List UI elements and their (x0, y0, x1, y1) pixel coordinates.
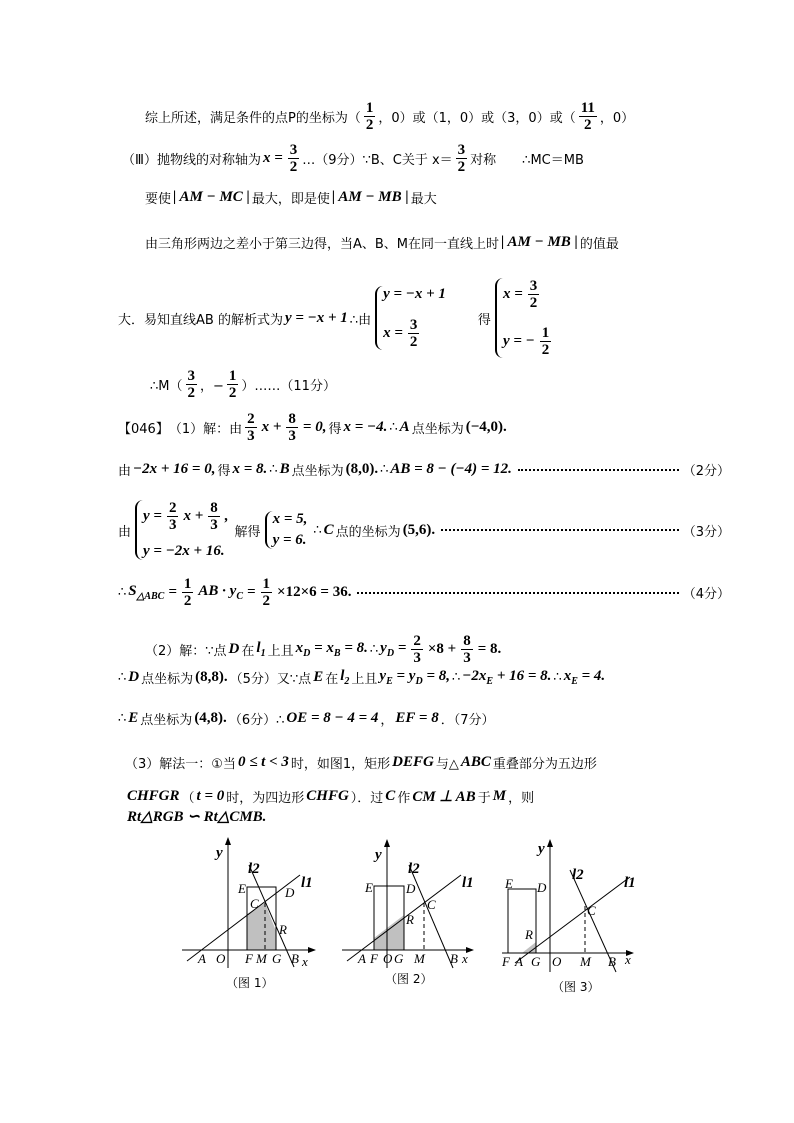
math: , (224, 508, 229, 524)
maximize-line (145, 188, 437, 207)
math: l (256, 640, 261, 656)
math: (4,8). (194, 710, 227, 726)
math: OE = 8 − 4 = 4 (286, 710, 379, 726)
text: ∴MC＝MB (522, 153, 584, 168)
math: y = −x + 1 (383, 286, 446, 302)
subscript: E (386, 676, 393, 687)
numerator: 2 (168, 500, 177, 516)
math (128, 583, 164, 602)
text: 与△ (435, 757, 459, 772)
math: M (492, 788, 507, 804)
conclusion-line (145, 100, 634, 133)
numerator: 1 (183, 576, 192, 592)
text: 由三角形两边之差小于第三边得，当A、B、M在同一直线上时 (145, 237, 500, 252)
fraction (461, 633, 473, 666)
text: 作 (397, 791, 411, 806)
math: | AM − MB | (331, 189, 409, 205)
fraction (528, 278, 540, 311)
label: C (250, 896, 259, 911)
math: S (128, 583, 137, 599)
math: = y (396, 668, 416, 684)
label: E (505, 876, 513, 891)
math (198, 583, 243, 602)
math: | AM − MB | (501, 234, 578, 250)
text: 在 (325, 672, 339, 687)
denominator: 2 (529, 295, 538, 311)
label: R (525, 927, 533, 942)
text: ，则 (508, 791, 535, 806)
math: y (380, 640, 387, 656)
text: ，− (200, 379, 224, 394)
numerator: 11 (580, 100, 595, 116)
text: ∴ (553, 670, 562, 685)
point-b-line (118, 460, 730, 479)
math: x + (183, 508, 204, 524)
math: AB · y (198, 583, 237, 599)
math: D (128, 669, 140, 685)
score: （3分） (682, 524, 730, 540)
fraction (208, 500, 220, 533)
label: A (198, 951, 206, 966)
text: ．（7分） (440, 713, 495, 728)
math: y = 6. (272, 532, 307, 548)
text: （2）解：∵点 (145, 644, 227, 659)
text: 时，如图1，矩形 (290, 757, 391, 772)
math: = 8. (477, 641, 502, 657)
math: EF = 8 (395, 710, 439, 726)
text: 的值最 (579, 237, 619, 252)
fraction (182, 576, 194, 609)
math: y (379, 668, 387, 684)
label: x (625, 952, 631, 967)
label: O (216, 951, 226, 966)
numerator: 3 (289, 142, 298, 158)
text: 最大，即是使 (251, 192, 330, 207)
numerator: 8 (463, 633, 471, 649)
label: l2 (572, 867, 584, 883)
numerator: 2 (413, 633, 421, 649)
pentagon-line (125, 787, 534, 806)
math: Rt△RGB ∽ Rt△CMB. (127, 809, 267, 825)
numerator: 3 (457, 142, 466, 158)
subscript: C (236, 591, 243, 602)
math (296, 640, 368, 659)
math: AB = 8 − (−4) = 12. (390, 461, 512, 477)
numerator: 1 (228, 368, 237, 384)
math: x = (383, 325, 403, 341)
label: D (537, 880, 547, 895)
text: ，0） (599, 111, 635, 126)
text: 最大 (410, 192, 437, 207)
text: ∴M（ (150, 379, 183, 394)
text: （ (181, 791, 195, 806)
text: 得 (217, 464, 231, 479)
denominator: 2 (365, 117, 374, 133)
label: y (216, 845, 223, 861)
math (380, 640, 406, 659)
label: G (272, 951, 282, 966)
math: = 0, (302, 419, 327, 435)
math: l (340, 668, 345, 684)
label: G (531, 954, 541, 969)
fraction (364, 100, 376, 133)
score: （2分） (682, 464, 730, 479)
line-ab-line (118, 278, 558, 358)
text: 得 (477, 312, 491, 328)
label: y (375, 847, 382, 863)
math: (8,0). (345, 461, 379, 477)
text: ∴ (118, 711, 127, 726)
math: (−4,0). (465, 419, 507, 435)
math: x = −4. (343, 419, 388, 435)
numerator: 3 (529, 278, 538, 294)
area-line (118, 576, 730, 609)
point-e-line (118, 709, 494, 728)
math: ABC (460, 754, 491, 770)
text: …（9分）∵B、C关于 x＝ (302, 153, 453, 168)
math: DEFG (392, 754, 434, 770)
label: D (406, 881, 416, 896)
math: 0 ≤ t < 3 (237, 754, 289, 770)
label: G (394, 951, 404, 966)
text: 对称 (470, 153, 497, 168)
text: 由 (118, 524, 132, 540)
math: x + (261, 419, 282, 435)
fraction (286, 411, 298, 444)
text: ， (380, 713, 394, 728)
text: 要使 (145, 192, 172, 207)
numerator: 8 (210, 500, 218, 516)
text: （3）解法一：①当 (125, 757, 236, 772)
label: M (580, 954, 591, 969)
math: x (563, 668, 572, 684)
text: ∴ (269, 462, 278, 477)
denominator: 2 (457, 159, 466, 175)
text: （1）解：由 (168, 422, 243, 437)
denominator: 3 (247, 428, 255, 444)
text: ∴由 (349, 312, 372, 328)
text: 时，为四边形 (226, 791, 305, 806)
text: 解得 (234, 524, 261, 540)
text: 由 (118, 464, 132, 479)
subscript: D (303, 648, 311, 659)
subscript: E (486, 676, 494, 687)
text: ∴ (369, 642, 379, 657)
point-d-e-line (118, 668, 607, 687)
text: 大．易知直线AB 的解析式为 (118, 312, 283, 328)
text: ∴ (118, 670, 127, 685)
math: = 4. (581, 668, 606, 684)
point-c-line (118, 500, 730, 560)
text: ）……（11分） (241, 379, 336, 394)
subscript: D (415, 676, 423, 687)
figures (170, 835, 650, 1000)
math: = 8, (426, 668, 451, 684)
fraction (245, 411, 257, 444)
denominator: 2 (409, 334, 418, 350)
score: （4分） (682, 587, 730, 602)
label: A (515, 954, 523, 969)
denominator: 2 (289, 159, 298, 175)
math: ×12×6 = 36. (277, 584, 352, 600)
math: x = 8. (232, 461, 268, 477)
fraction (261, 576, 273, 609)
part3-axis-line (122, 142, 584, 175)
point-m-line (150, 368, 336, 401)
fraction (456, 142, 468, 175)
math: x = (262, 150, 283, 166)
rectangle-defg (508, 889, 536, 953)
equation-system (135, 500, 231, 560)
text: 得 (328, 422, 342, 437)
label: F (370, 951, 378, 966)
label: x (462, 951, 468, 966)
label: F (502, 954, 510, 969)
math: y = −2x + 16. (143, 543, 225, 559)
figure-2 (342, 840, 473, 968)
math: y = (143, 508, 162, 524)
label: C (427, 897, 436, 912)
figure-caption: （图 1） (226, 976, 274, 990)
overlap-region (522, 942, 536, 953)
math: CM ⊥ AB (412, 789, 476, 805)
numerator: 3 (187, 368, 195, 384)
math: x (295, 640, 304, 656)
fraction (186, 368, 198, 401)
math: (8,8). (195, 669, 228, 685)
fraction (579, 100, 597, 133)
math (256, 640, 265, 659)
text: ∴ (389, 420, 398, 435)
label: F (245, 951, 253, 966)
text: 点坐标为 (140, 713, 193, 728)
figure-caption: （图 2） (385, 972, 433, 986)
numerator: 8 (288, 411, 296, 427)
numerator: 1 (365, 100, 374, 116)
subscript: D (386, 648, 395, 659)
text: （5分）又∵点 (229, 672, 312, 687)
text: 点的坐标为 (335, 524, 401, 540)
text: ∴ (380, 462, 389, 477)
figure-3 (502, 840, 633, 972)
math (462, 668, 551, 687)
math: (5,6). (402, 521, 436, 538)
label: B (450, 951, 458, 966)
denominator: 2 (584, 117, 592, 133)
text: ）．过 (350, 791, 384, 806)
math: = (168, 584, 177, 600)
label: O (383, 951, 393, 966)
math: B (279, 461, 290, 477)
figure-2-labels (357, 847, 474, 986)
math: x = (502, 286, 523, 302)
text: （6分）∴ (228, 713, 285, 728)
label: R (406, 912, 414, 927)
math: C (323, 521, 334, 538)
label: l2 (248, 861, 260, 877)
math: x = 5, (272, 511, 308, 527)
math (564, 668, 605, 687)
math: A (399, 419, 410, 435)
label: B (291, 951, 299, 966)
subscript: E (571, 676, 578, 687)
denominator: 3 (168, 517, 177, 533)
problem-046-line (118, 411, 509, 444)
denominator: 3 (210, 517, 218, 533)
math: = 8. (344, 640, 368, 656)
label: l2 (408, 861, 420, 877)
solution-system (265, 511, 310, 549)
label: x (302, 954, 308, 969)
label: E (365, 880, 373, 895)
math: −2x (462, 668, 487, 684)
denominator: 3 (463, 650, 471, 666)
label: l1 (301, 875, 313, 891)
subscript: B (333, 648, 341, 659)
fraction (411, 633, 423, 666)
math: = (397, 640, 407, 656)
label: M (256, 951, 267, 966)
math (340, 668, 349, 687)
fraction (408, 317, 420, 350)
label: M (414, 951, 425, 966)
subscript: 2 (344, 676, 350, 687)
math: | AM − MC | (173, 189, 250, 205)
text: 综上所述，满足条件的点P的坐标为（ (145, 111, 361, 126)
label: B (608, 954, 616, 969)
math: + 16 = 8. (496, 668, 552, 684)
text: ∴ (313, 522, 322, 538)
figure-1 (182, 838, 315, 968)
math: C (385, 788, 396, 804)
text: ∴ (452, 670, 461, 685)
math: ×8 + (427, 641, 457, 657)
math: y = − (502, 333, 535, 349)
denominator: 2 (262, 593, 271, 609)
part3-method-line (125, 753, 597, 772)
label: A (358, 951, 366, 966)
denominator: 2 (187, 385, 195, 401)
label: l1 (624, 875, 636, 891)
label: R (279, 922, 287, 937)
text: 上且 (267, 644, 294, 659)
denominator: 2 (228, 385, 237, 401)
text: 上且 (351, 672, 378, 687)
problem-number: 【046】 (118, 422, 169, 437)
overlap-region (374, 915, 404, 950)
math: E (313, 669, 324, 685)
math: = x (314, 640, 334, 656)
math: CHFG (306, 788, 349, 804)
numerator: 1 (262, 576, 271, 592)
text: 重叠部分为五边形 (492, 757, 597, 772)
dotted-leader (518, 469, 679, 471)
math: y = −x + 1 (284, 309, 348, 326)
text: （Ⅲ）抛物线的对称轴为 (122, 153, 261, 168)
numerator: 2 (247, 411, 255, 427)
label: E (238, 881, 246, 896)
fraction (227, 368, 239, 401)
label: O (552, 954, 562, 969)
text: 在 (241, 644, 255, 659)
subscript: 1 (260, 648, 266, 659)
numerator: 1 (541, 325, 550, 341)
text: 于 (477, 791, 491, 806)
math: CHFGR (127, 788, 180, 804)
denominator: 2 (541, 342, 550, 358)
text: 点坐标为 (141, 672, 194, 687)
label: D (285, 885, 295, 900)
equation-system (375, 286, 448, 350)
math: t = 0 (196, 788, 225, 804)
math: E (128, 710, 139, 726)
label: y (538, 841, 545, 857)
label: C (587, 903, 596, 918)
triangle-line (145, 233, 619, 252)
denominator: 3 (413, 650, 421, 666)
text: ，0）或（1，0）或（3，0）或（ (378, 111, 576, 126)
math: −2x + 16 = 0, (133, 461, 216, 477)
text: 点坐标为 (291, 464, 344, 479)
figure-caption: （图 3） (552, 980, 600, 994)
text: 点坐标为 (411, 422, 464, 437)
dotted-leader (441, 529, 679, 531)
solution-system (495, 278, 554, 358)
text: ∴ (118, 585, 127, 600)
numerator: 3 (409, 317, 418, 333)
dotted-leader (357, 592, 678, 594)
fraction (288, 142, 300, 175)
line-l1 (515, 877, 630, 963)
denominator: 3 (288, 428, 296, 444)
denominator: 2 (183, 593, 192, 609)
similar-triangles-line (125, 807, 268, 826)
label: l1 (462, 875, 474, 891)
math: = (246, 584, 256, 600)
math (379, 668, 450, 687)
part2-line (145, 633, 503, 666)
math: D (228, 641, 240, 657)
subscript: △ABC (136, 591, 165, 602)
fraction (167, 500, 179, 533)
fraction (540, 325, 552, 358)
